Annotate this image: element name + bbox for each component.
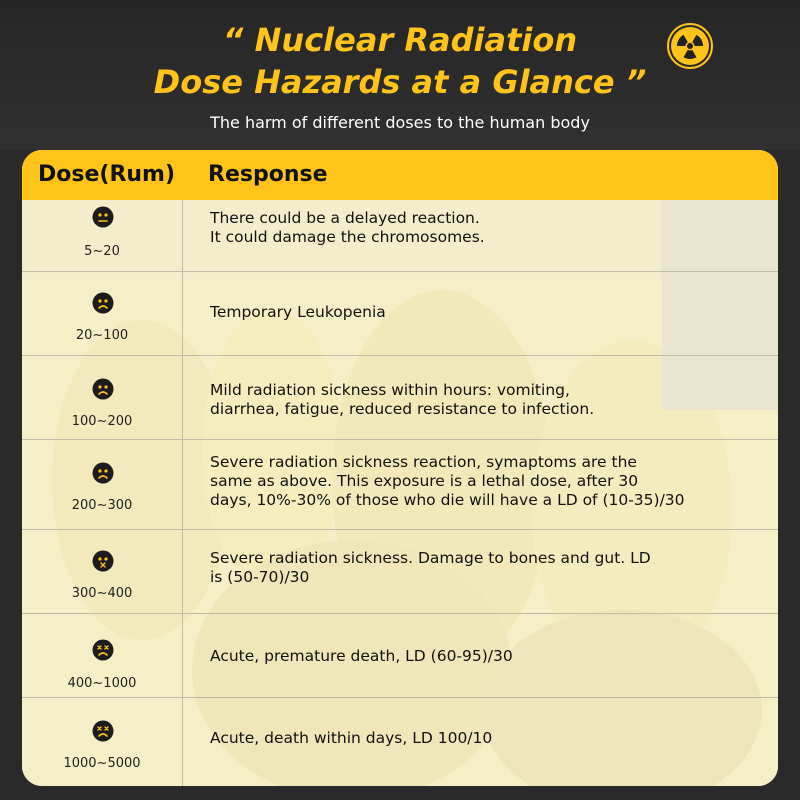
- header: [0, 0, 800, 150]
- response-text: Severe radiation sickness. Damage to bones and gut. LD is (50-70)/30: [210, 549, 651, 586]
- table-row: [22, 272, 778, 356]
- response-text: Mild radiation sickness within hours: vomiting, diarrhea, fatigue, reduced resistance to infection.: [210, 381, 595, 418]
- response-text: There could be a delayed reaction. It could damage the chromosomes.: [210, 209, 485, 246]
- table-row: [22, 698, 778, 785]
- title-line-2: Dose Hazards at a Glance ”: [153, 63, 647, 101]
- frown-face-icon: [92, 462, 114, 484]
- table-row: [22, 200, 778, 272]
- dose-value: 400~1000: [67, 676, 137, 691]
- frown-face-icon: [92, 378, 114, 400]
- subtitle: The harm of different doses to the human body: [210, 113, 590, 132]
- column-header-response: Response: [208, 162, 328, 187]
- dose-value: 1000~5000: [63, 756, 141, 771]
- dose-value: 100~200: [71, 414, 133, 429]
- dose-value: 5~20: [84, 244, 120, 259]
- response-text: Acute, premature death, LD (60-95)/30: [210, 647, 513, 665]
- table-row: [22, 440, 778, 530]
- table-header: [22, 150, 778, 200]
- dead-face-icon: [92, 639, 114, 661]
- table-row: [22, 530, 778, 614]
- cross-mouth-face-icon: [92, 550, 114, 572]
- table-row: [22, 614, 778, 698]
- response-text: Temporary Leukopenia: [210, 303, 386, 321]
- response-text: Severe radiation sickness reaction, symaptoms are the same as above. This exposure is a lethal dose, after 30 days, 10%-30% of those who die will have a LD of (10-35)/30: [210, 453, 685, 509]
- radiation-icon: [667, 23, 713, 69]
- dose-value: 200~300: [71, 498, 133, 513]
- frown-face-icon: [92, 292, 114, 314]
- dose-table: [22, 150, 778, 786]
- response-text: Acute, death within days, LD 100/10: [210, 729, 493, 747]
- dose-value: 20~100: [75, 328, 129, 343]
- table-row: [22, 356, 778, 440]
- title-line-1: “ Nuclear Radiation: [222, 21, 578, 59]
- column-header-dose: Dose(Rum): [38, 162, 176, 187]
- neutral-face-icon: [92, 206, 114, 228]
- dose-value: 300~400: [71, 586, 133, 601]
- dead-face-icon: [92, 720, 114, 742]
